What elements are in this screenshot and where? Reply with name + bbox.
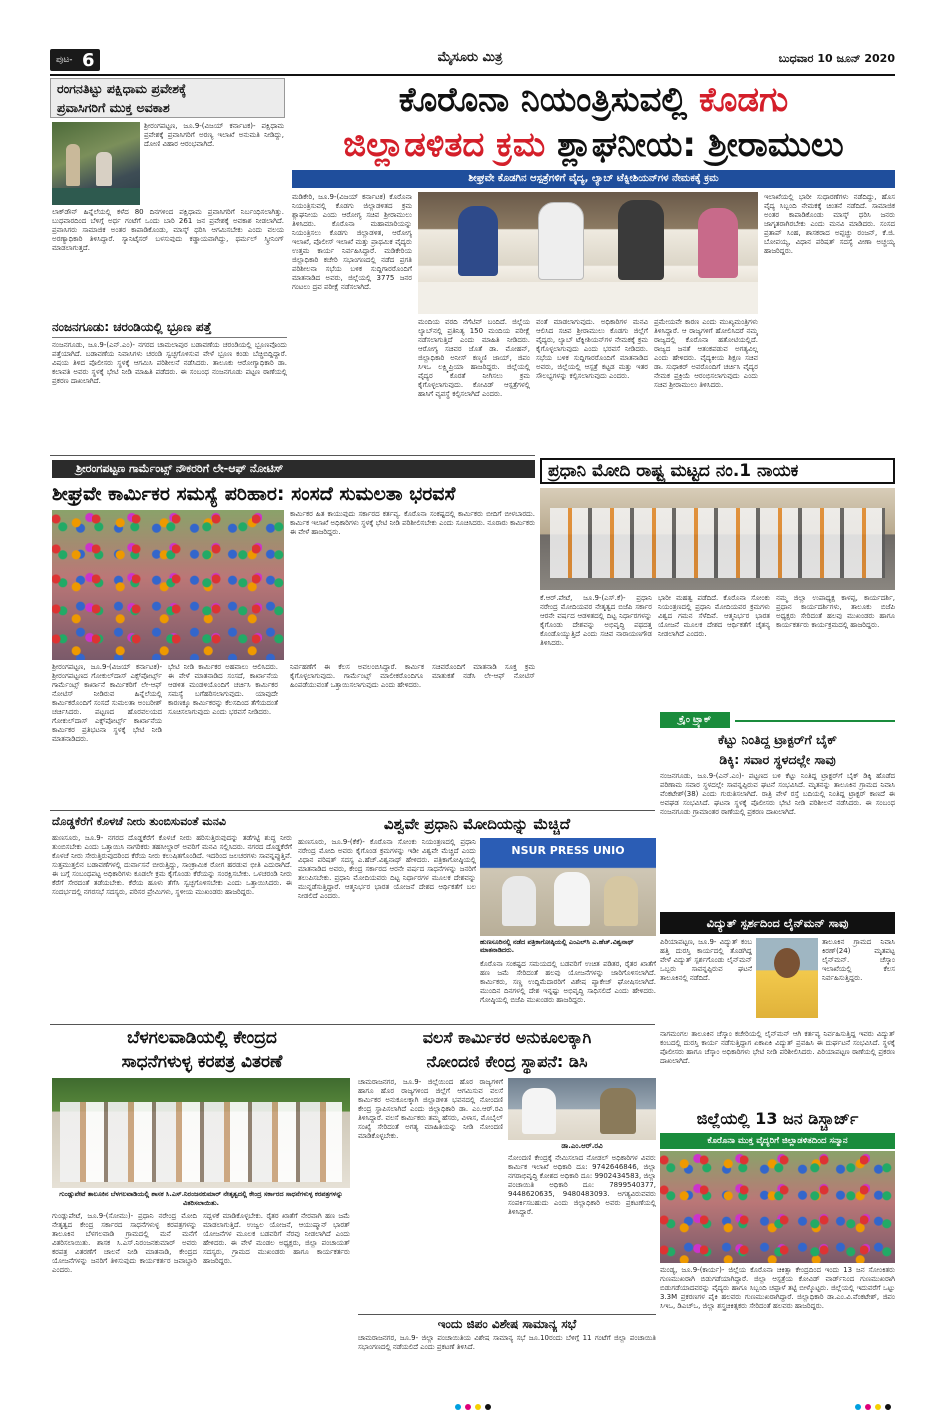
- migrant-col-2: ನೋಂದಣಿ ಕೇಂದ್ರಕ್ಕೆ ನೇಮಿಸಲಾದ ನೋಡಲ್ ಅಧಿಕಾರಿಗಳ ವಿವರ: ಕಾರ್ಮಿಕ ಇಲಾಖೆ ಅಧಿಕಾರಿ ದೂ: 9742646846, ಜಿಲ್ಲಾ ನಗರಾಭಿವೃದ್ಧಿ ಕೋಶದ ಅಧಿಕಾರಿ ದೂ: 9902434583, ಜಿಲ್ಲಾ ಪಂಚಾಯಿತಿ ಅಧಿಕಾರಿ ದೂ: 7899540377, 9448620635, 9480483093. ಅಗತ್ಯವಿರುವವರು ಸಂಪರ್ಕಿಸಬಹುದು ಎಂದು ಜಿಲ್ಲಾಧಿಕಾರಿ ಅವರು ಪ್ರಕಟಣೆಯಲ್ಲಿ ತಿಳಿಸಿದ್ದಾರೆ.: [508, 1154, 656, 1216]
- registration-mark-cyan-2: [855, 1404, 861, 1410]
- bird-text-bottom: ಲಾಕ್‌ಡೌನ್ ಹಿನ್ನೆಲೆಯಲ್ಲಿ ಕಳೆದ 80 ದಿನಗಳಿಂದ ಪಕ್ಷಿಧಾಮ ಪ್ರವಾಸಿಗರಿಗೆ ನಿರ್ಬಂಧಿಸಲಾಗಿತ್ತು. ಬುಧವಾರದಿಂದ ಬೆಳಿಗ್ಗೆ ಅರ್ಧ ಗಂಟೆಗೆ ಒಂದು ಬಾರಿ 261 ಜನ ಪ್ರವೇಶಕ್ಕೆ ಅವಕಾಶ ನೀಡಲಾಗಿದೆ. ಪ್ರವಾಸಿಗರು ಸಾಮಾಜಿಕ ಅಂತರ ಕಾಪಾಡಿಕೊಂಡು, ಮಾಸ್ಕ್ ಧರಿಸಿ ಆಗಮಿಸಬೇಕು ಎಂದು ವಲಯ ಅರಣ್ಯಾಧಿಕಾರಿ ತಿಳಿಸಿದ್ದಾರೆ. ಸ್ಯಾನಿಟೈಸರ್ ಬಳಸುವುದು ಕಡ್ಡಾಯವಾಗಿದ್ದು, ಥರ್ಮಲ್ ಸ್ಕ್ರೀನಿಂಗ್ ಮಾಡಲಾಗುತ್ತದೆ.: [52, 208, 284, 252]
- crime-headline-line2: ಡಿಕ್ಕಿ: ಸವಾರ ಸ್ಥಳದಲ್ಲೇ ಸಾವು: [719, 752, 836, 767]
- section-rule-1: [50, 455, 535, 456]
- lead-headline-part2: ಶ್ಲಾಘನೀಯ: ಶ್ರೀರಾಮುಲು: [545, 125, 844, 165]
- pamphlet-photo-people: [60, 1102, 342, 1182]
- lead-subhead: ಶೀಘ್ರವೇ ಕೊಡಗಿನ ಆಸ್ಪತ್ರೆಗಳಿಗೆ ವೈದ್ಯ, ಲ್ಯಾಬ್ ಟೆಕ್ನೀಶಿಯನ್‌ಗಳ ನೇಮಕಕ್ಕೆ ಕ್ರಮ: [292, 170, 895, 188]
- bird-headline: [50, 78, 285, 118]
- lead-headline-highlight2: ಜಿಲ್ಲಾಡಳಿತದ ಕ್ರಮ: [343, 125, 546, 165]
- migrant-headline: [358, 1026, 656, 1074]
- registration-mark-magenta-2: [865, 1404, 871, 1410]
- crime-headline: [660, 730, 895, 770]
- pamphlet-col-1: ಗುಂಡ್ಲುಪೇಟೆ, ಜೂ.9-(ಸೋಮು)- ಪ್ರಧಾನಿ ನರೇಂದ್ರ ಮೋದಿ ನೇತೃತ್ವದ ಕೇಂದ್ರ ಸರ್ಕಾರದ ಸಾಧನೆಗಳುಳ್ಳ ಕರಪತ್ರಗಳನ್ನು ತಾಲೂಕಿನ ಬೆಳಗಲವಾಡಿ ಗ್ರಾಮದಲ್ಲಿ ಮನೆ ಮನೆಗೆ ವಿತರಿಸಲಾಯಿತು. ಶಾಸಕ ಸಿ.ಎಸ್.ನಿರಂಜನಕುಮಾರ್ ಅವರು ಕರಪತ್ರ ವಿತರಣೆಗೆ ಚಾಲನೆ ನೀಡಿ ಮಾತನಾಡಿ, ಕೇಂದ್ರದ ಯೋಜನೆಗಳನ್ನು ಜನರಿಗೆ ತಿಳಿಸುವುದು ಕಾರ್ಯಕರ್ತರ ಜವಾಬ್ದಾರಿ ಎಂದರು.: [52, 1212, 197, 1274]
- lead-col-1: ಮಡಿಕೇರಿ, ಜೂ.9-(ವಿಜಯ್ ಕರ್ನಾಟಕ) ಕೊರೊನಾ ನಿಯಂತ್ರಿಸುವಲ್ಲಿ ಕೊಡಗು ಜಿಲ್ಲಾಡಳಿತದ ಕ್ರಮ ಶ್ಲಾಘನೀಯ ಎಂದು ಆರೋಗ್ಯ ಸಚಿವ ಶ್ರೀರಾಮುಲು ತಿಳಿಸಿದರು. ಕೊರೊನಾ ಮಹಾಮಾರಿಯನ್ನು ನಿಯಂತ್ರಿಸಲು ಕೊಡಗು ಜಿಲ್ಲಾಡಳಿತ, ಆರೋಗ್ಯ ಇಲಾಖೆ, ಪೊಲೀಸ್ ಇಲಾಖೆ ಮತ್ತು ಪ್ರಾಥಮಿಕ ವೈದ್ಯರು ಉತ್ತಮ ಕಾರ್ಯ ನಿರ್ವಹಿಸಿದ್ದಾರೆ. ಮಡಿಕೇರಿಯ ಜಿಲ್ಲಾಧಿಕಾರಿ ಕಚೇರಿ ಸಭಾಂಗಣದಲ್ಲಿ ನಡೆದ ಪ್ರಗತಿ ಪರಿಶೀಲನಾ ಸಭೆಯ ಬಳಿಕ ಸುದ್ದಿಗಾರರೊಂದಿಗೆ ಮಾತನಾಡಿದ ಅವರು, ಜಿಲ್ಲೆಯಲ್ಲಿ 3775 ಜನರ ಗಂಟಲು ದ್ರವ ಪರೀಕ್ಷೆ ನಡೆಸಲಾಗಿದೆ.: [292, 193, 412, 291]
- migrant-headline-line2: ನೋಂದಣಿ ಕೇಂದ್ರ ಸ್ಥಾಪನೆ: ಡಿಸಿ: [426, 1052, 588, 1071]
- pamphlet-headline: [52, 1026, 352, 1074]
- world-headline: ವಿಶ್ವವೇ ಪ್ರಧಾನಿ ಮೋದಿಯನ್ನು ಮೆಚ್ಚಿದೆ: [383, 815, 571, 833]
- world-photo-person-1: [502, 876, 536, 926]
- section-rule-3: [50, 1024, 655, 1025]
- pamphlet-caption: ಗುಂಡ್ಲುಪೇಟೆ ತಾಲೂಕಿನ ಬೆಳಗಲವಾಡಿಯಲ್ಲಿ ಶಾಸಕ ಸಿ.ಎಸ್.ನಿರಂಜನಕುಮಾರ್ ನೇತೃತ್ವದಲ್ಲಿ ಕೇಂದ್ರ ಸರ್ಕಾರದ ಸಾಧನೆಗಳುಳ್ಳ ಕರಪತ್ರಗಳನ್ನು ವಿತರಿಸಲಾಯಿತು.: [59, 1190, 343, 1207]
- migrant-headline-line1: ವಲಸೆ ಕಾರ್ಮಿಕರ ಅನುಕೂಲಕ್ಕಾಗಿ: [422, 1028, 592, 1047]
- lead-headline-highlight1: ಕೊಡಗು: [698, 80, 789, 120]
- pamphlet-col-2: ಸದ್ಬಳಕೆ ಮಾಡಿಕೊಳ್ಳಬೇಕು. ರೈತರ ಖಾತೆಗೆ ನೇರವಾಗಿ ಹಣ ಜಮೆ ಮಾಡಲಾಗುತ್ತಿದೆ. ಉಜ್ವಲ ಯೋಜನೆ, ಆಯುಷ್ಮಾನ್ ಭಾರತ್ ಯೋಜನೆಗಳ ಮೂಲಕ ಬಡವರಿಗೆ ನೆರವು ನೀಡಲಾಗಿದೆ ಎಂದು ಹೇಳಿದರು. ಈ ವೇಳೆ ಮಂಡಲ ಅಧ್ಯಕ್ಷರು, ಜಿಲ್ಲಾ ಪಂಚಾಯತ್ ಸದಸ್ಯರು, ಗ್ರಾಮದ ಮುಖಂಡರು ಹಾಗೂ ಕಾರ್ಯಕರ್ತರು ಹಾಜರಿದ್ದರು.: [203, 1212, 350, 1265]
- foeticide-headline: ನಂಜನಗೂಡು: ಚರಂಡಿಯಲ್ಲಿ ಭ್ರೂಣ ಪತ್ತೆ: [52, 320, 287, 338]
- discharge-text: ಮಂಡ್ಯ, ಜೂ.9-(ಕಾರ್ಯ)- ಜಿಲ್ಲೆಯ ಕೊರೊನಾ ಚಿಕಿತ್ಸಾ ಕೇಂದ್ರದಿಂದ ಇಂದು 13 ಜನ ಸೋಂಕಿತರು ಗುಣಮುಖರಾಗಿ ಬಿಡುಗಡೆಯಾಗಿದ್ದಾರೆ. ಜಿಲ್ಲಾ ಆಸ್ಪತ್ರೆಯ ಕೋವಿಡ್ ವಾರ್ಡ್‌ನಿಂದ ಗುಣಮುಖರಾಗಿ ಬಿಡುಗಡೆಯಾದವರನ್ನು ವೈದ್ಯರು ಹಾಗೂ ಸಿಬ್ಬಂದಿ ಚಪ್ಪಾಳೆ ತಟ್ಟಿ ಬೀಳ್ಕೊಟ್ಟರು. ಜಿಲ್ಲೆಯಲ್ಲಿ ಇದುವರೆಗೆ ಒಟ್ಟು 3.3M ಪ್ರಕರಣಗಳ ಪೈಕಿ ಹಲವರು ಗುಣಮುಖರಾಗಿದ್ದಾರೆ. ಜಿಲ್ಲಾಧಿಕಾರಿ ಡಾ.ಎಂ.ವಿ.ವೆಂಕಟೇಶ್, ಜಿಪಂ ಸಿಇಒ, ಡಿಎಚ್‌ಒ, ಜಿಲ್ಲಾ ಶಸ್ತ್ರಚಿಕಿತ್ಸಕರು ಸೇರಿದಂತೆ ಹಲವರು ಹಾಜರಿದ್ದರು.: [660, 1266, 895, 1310]
- paper-name: ಮೈಸೂರು ಮಿತ್ರ: [437, 50, 503, 65]
- world-photo-person-3: [604, 876, 638, 926]
- page-number: 6: [82, 50, 95, 71]
- world-photo-banner: NSUR PRESS UNIO: [511, 844, 625, 857]
- lineman-text-bottom: ನಾಗಮಂಗಲ ತಾಲೂಕಿನ ಚೆಸ್ಕಾಂ ಕಚೇರಿಯಲ್ಲಿ ಲೈನ್‌ಮನ್ ಆಗಿ ಕರ್ತವ್ಯ ನಿರ್ವಹಿಸುತ್ತಿದ್ದ ಇವರು ವಿದ್ಯುತ್ ಕಂಬದಲ್ಲಿ ದುರಸ್ತಿ ಕಾರ್ಯ ನಡೆಸುತ್ತಿದ್ದಾಗ ಏಕಾಏಕಿ ವಿದ್ಯುತ್ ಪ್ರವಹಿಸಿ ಈ ದುರ್ಘಟನೆ ಸಂಭವಿಸಿದೆ. ಸ್ಥಳಕ್ಕೆ ಪೊಲೀಸರು ಹಾಗೂ ಚೆಸ್ಕಾಂ ಅಧಿಕಾರಿಗಳು ಭೇಟಿ ನೀಡಿ ಪರಿಶೀಲಿಸಿದರು. ಪಿರಿಯಾಪಟ್ಟಣ ಠಾಣೆಯಲ್ಲಿ ಪ್ರಕರಣ ದಾಖಲಾಗಿದೆ.: [660, 1030, 895, 1065]
- bird-photo-boat: [52, 188, 140, 205]
- registration-mark-yellow: [475, 1404, 481, 1410]
- section-rule-2: [50, 810, 655, 811]
- masthead-rule: [50, 74, 895, 76]
- lead-photo-person-2: [538, 202, 584, 280]
- garment-col-3: ಭೇಟಿ ನೀಡಿ ಕಾರ್ಮಿಕರ ಅಹವಾಲು ಆಲಿಸಿದರು. ಈ ವೇಳೆ ಮಾತನಾಡಿದ ಸಂಸದೆ, ಕಾರ್ಖಾನೆಯ ಆಡಳಿತ ಮಂಡಳಿಯೊಂದಿಗೆ ಚರ್ಚಿಸಿ ಕಾರ್ಮಿಕರ ಸಮಸ್ಯೆ ಬಗೆಹರಿಸಲಾಗುವುದು. ಯಾವುದೇ ಕಾರಣಕ್ಕೂ ಕಾರ್ಮಿಕರನ್ನು ಕೆಲಸದಿಂದ ತೆಗೆಯದಂತೆ ಸೂಚಿಸಲಾಗುವುದು ಎಂದು ಭರವಸೆ ನೀಡಿದರು.: [168, 663, 278, 716]
- bird-photo: [52, 122, 140, 205]
- lineman-photo: [756, 938, 818, 1018]
- discharge-photo: [660, 1151, 895, 1263]
- lead-photo: [418, 192, 758, 314]
- bird-photo-person-1: [66, 144, 80, 186]
- garment-col-1: ಶ್ರೀರಂಗಪಟ್ಟಣ, ಜೂ.9-(ವಿಜಯ್ ಕರ್ನಾಟಕ)- ಶ್ರೀರಂಗಪಟ್ಟಣದ ಗೋಕುಲ್‌ದಾಸ್ ಎಕ್ಸ್‌ಪೋರ್ಟ್ಸ್ ಗಾರ್ಮೆಂಟ್ಸ್ ಕಾರ್ಖಾನೆ ಕಾರ್ಮಿಕರಿಗೆ ಲೇ-ಆಫ್ ನೋಟಿಸ್ ನೀಡಿರುವ ಹಿನ್ನೆಲೆಯಲ್ಲಿ ಕಾರ್ಮಿಕರೊಂದಿಗೆ ಸಂಸದೆ ಸುಮಲತಾ ಅಂಬರೀಶ್ ಚರ್ಚಿಸಿದರು. ಪಟ್ಟಣದ ಹೊರವಲಯದ ಗೋಕುಲ್‌ದಾಸ್ ಎಕ್ಸ್‌ಪೋರ್ಟ್ಸ್ ಕಾರ್ಖಾನೆಯ ಕಾರ್ಮಿಕರ ಪ್ರತಿಭಟನಾ ಸ್ಥಳಕ್ಕೆ ಭೇಟಿ ನೀಡಿ ಮಾತನಾಡಿದರು.: [52, 663, 162, 743]
- modi-col-2: ಭಾರೀ ಮಹತ್ವ ಪಡೆದಿದೆ. ಕೊರೊನಾ ಸೋಂಕು ನಿಯಂತ್ರಣದಲ್ಲಿ ಪ್ರಧಾನಿ ಮೋದಿಯವರ ಕ್ರಮಗಳು ವಿಶ್ವದ ಗಮನ ಸೆಳೆದಿವೆ. ಆತ್ಮನಿರ್ಭರ ಭಾರತ ಯೋಜನೆ ಮೂಲಕ ದೇಶದ ಆರ್ಥಿಕತೆಗೆ ಚೈತನ್ಯ ನೀಡಲಾಗಿದೆ ಎಂದರು.: [658, 594, 770, 638]
- pamphlet-headline-line1: ಬೆಳಗಲವಾಡಿಯಲ್ಲಿ ಕೇಂದ್ರದ: [127, 1028, 277, 1048]
- registration-mark-black-2: [885, 1404, 891, 1410]
- migrant-photo-caption: ಡಾ.ಎಂ.ಆರ್.ರವಿ: [561, 1142, 603, 1150]
- lineman-headline: ವಿದ್ಯುತ್ ಸ್ಪರ್ಶದಿಂದ ಲೈನ್‌ಮನ್ ಸಾವು: [660, 912, 895, 934]
- lead-col-5: ಇಲಾಖೆಯಲ್ಲಿ ಭಾರೀ ಸುಧಾರಣೆಗಳು ನಡೆದಿದ್ದು, ಹೊಸ ವೈದ್ಯ ಸಿಬ್ಬಂದಿ ನೇಮಕಕ್ಕೆ ಚಿಂತನೆ ನಡೆದಿದೆ. ಸಾಮಾಜಿಕ ಅಂತರ ಕಾಪಾಡಿಕೊಂಡು ಮಾಸ್ಕ್ ಧರಿಸಿ ಜನರು ಜಾಗೃತರಾಗಿರಬೇಕು ಎಂದು ಮನವಿ ಮಾಡಿದರು. ಸಂಸದ ಪ್ರತಾಪ್ ಸಿಂಹ, ಶಾಸಕರಾದ ಅಪ್ಪಚ್ಚು ರಂಜನ್, ಕೆ.ಜಿ. ಬೋಪಯ್ಯ, ವಿಧಾನ ಪರಿಷತ್ ಸದಸ್ಯೆ ವೀಣಾ ಅಚ್ಚಯ್ಯ ಹಾಜರಿದ್ದರು.: [764, 193, 895, 255]
- discharge-headline: ಜಿಲ್ಲೆಯಲ್ಲಿ 13 ಜನ ಡಿಸ್ಚಾರ್ಜ್: [696, 1109, 859, 1128]
- lead-photo-person-1: [458, 206, 498, 276]
- registration-mark-magenta: [465, 1404, 471, 1410]
- modi-col-3: ನಮ್ಮ ಜಿಲ್ಲಾ ಉಪಾಧ್ಯಕ್ಷ ಕಾಳಪ್ಪ, ಕಾರ್ಯದರ್ಶಿ, ಪ್ರಧಾನ ಕಾರ್ಯದರ್ಶಿಗಳು, ತಾಲೂಕು ಬಿಜೆಪಿ ಅಧ್ಯಕ್ಷರು ಸೇರಿದಂತೆ ಹಲವು ಮುಖಂಡರು ಹಾಗೂ ಕಾರ್ಯಕರ್ತರು ಕಾರ್ಯಕ್ರಮದಲ್ಲಿ ಹಾಜರಿದ್ದರು.: [776, 594, 895, 629]
- water-text: ಹುಣಸೂರು, ಜೂ.9- ನಗರದ ದೊಡ್ಡಕೆರೆಗೆ ಕೊಳಚೆ ನೀರು ಹರಿಸುತ್ತಿರುವುದನ್ನು ತಡೆಗಟ್ಟಿ ಶುದ್ಧ ನೀರು ತುಂಬಿಸಬೇಕು ಎಂದು ಒತ್ತಾಯಿಸಿ ನಾಗರಿಕರು ತಹಸೀಲ್ದಾರ್ ಅವರಿಗೆ ಮನವಿ ಸಲ್ಲಿಸಿದರು. ನಗರದ ದೊಡ್ಡಕೆರೆಗೆ ಕೊಳಚೆ ನೀರು ಸೇರುತ್ತಿರುವುದರಿಂದ ಕೆರೆಯ ನೀರು ಕಲುಷಿತಗೊಂಡಿದೆ. ಇದರಿಂದ ಜಲಚರಗಳು ಸಾವನ್ನಪ್ಪುತ್ತಿವೆ. ಸುತ್ತಮುತ್ತಲಿನ ಬಡಾವಣೆಗಳಲ್ಲಿ ದುರ್ವಾಸನೆ ಬೀರುತ್ತಿದ್ದು, ಸಾಂಕ್ರಾಮಿಕ ರೋಗ ಹರಡುವ ಭೀತಿ ಎದುರಾಗಿದೆ. ಈ ಬಗ್ಗೆ ಸಂಬಂಧಪಟ್ಟ ಅಧಿಕಾರಿಗಳು ಕೂಡಲೇ ಕ್ರಮ ಕೈಗೊಂಡು ಕೆರೆಯನ್ನು ಸಂರಕ್ಷಿಸಬೇಕು. ಒಳಚರಂಡಿ ನೀರು ಕೆರೆಗೆ ಸೇರದಂತೆ ತಡೆಯಬೇಕು. ಕೆರೆಯ ಹೂಳು ತೆಗೆಸಿ ಸ್ವಚ್ಛಗೊಳಿಸಬೇಕು ಎಂದು ಒತ್ತಾಯಿಸಿದರು. ಈ ಸಂದರ್ಭದಲ್ಲಿ ನಗರಸಭೆ ಸದಸ್ಯರು, ಪರಿಸರ ಪ್ರೇಮಿಗಳು, ಸ್ಥಳೀಯ ಮುಖಂಡರು ಹಾಜರಿದ್ದರು.: [52, 834, 292, 896]
- modi-headline: ಪ್ರಧಾನಿ ಮೋದಿ ರಾಷ್ಟ್ರ ಮಟ್ಟದ ನಂ.1 ನಾಯಕ: [540, 458, 895, 484]
- lineman-text-right: ತಾಲೂಕಿನ ಗ್ರಾಮದ ನಿವಾಸಿ ಕಿರಣ್(24) ಮೃತಪಟ್ಟ ಲೈನ್‌ಮನ್. ಚೆಸ್ಕಾಂ ಇಲಾಖೆಯಲ್ಲಿ ಕೆಲಸ ನಿರ್ವಹಿಸುತ್ತಿದ್ದರು.: [822, 938, 895, 982]
- migrant-photo-person-1: [522, 1088, 556, 1134]
- zp-headline: ಇಂದು ಜಿಪಂ ವಿಶೇಷ ಸಾಮಾನ್ಯ ಸಭೆ: [358, 1314, 656, 1332]
- foeticide-text: ನಂಜನಗೂಡು, ಜೂ.9-(ಎನ್.ಎಂ)- ನಗರದ ಚಾಮಲಾಪುರ ಬಡಾವಣೆಯ ಚರಂಡಿಯಲ್ಲಿ ಭ್ರೂಣವೊಂದು ಪತ್ತೆಯಾಗಿದೆ. ಬಡಾವಣೆಯ ನಿವಾಸಿಗಳು ಚರಂಡಿ ಸ್ವಚ್ಛಗೊಳಿಸುವ ವೇಳೆ ಭ್ರೂಣ ಕಂಡು ಬೆಚ್ಚಿಬಿದ್ದಿದ್ದಾರೆ. ವಿಷಯ ತಿಳಿದ ಪೊಲೀಸರು ಸ್ಥಳಕ್ಕೆ ಆಗಮಿಸಿ ಪರಿಶೀಲನೆ ನಡೆಸಿದರು. ತಾಲೂಕು ಆರೋಗ್ಯಾಧಿಕಾರಿ ಡಾ. ಕಲಾವತಿ ಅವರು ಸ್ಥಳಕ್ಕೆ ಭೇಟಿ ನೀಡಿ ಮಾಹಿತಿ ಪಡೆದರು. ಈ ಸಂಬಂಧ ನಂಜನಗೂಡು ಪಟ್ಟಣ ಠಾಣೆಯಲ್ಲಿ ಪ್ರಕರಣ ದಾಖಲಾಗಿದೆ.: [52, 341, 287, 385]
- lineman-photo-face: [774, 948, 800, 978]
- zp-text: ಚಾಮರಾಜನಗರ, ಜೂ.9- ಜಿಲ್ಲಾ ಪಂಚಾಯಿತಿಯ ವಿಶೇಷ ಸಾಮಾನ್ಯ ಸಭೆ ಜೂ.10ರಂದು ಬೆಳಿಗ್ಗೆ 11 ಗಂಟೆಗೆ ಜಿಲ್ಲಾ ಪಂಚಾಯಿತಿ ಸಭಾಂಗಣದಲ್ಲಿ ನಡೆಯಲಿದೆ ಎಂದು ಪ್ರಕಟಣೆ ತಿಳಿಸಿದೆ.: [358, 1334, 656, 1351]
- lead-col-2: ಮಂದಿಯ ವರದಿ ನೆಗೆಟಿವ್ ಬಂದಿದೆ. ಜಿಲ್ಲೆಯ ಲ್ಯಾಬ್‌ನಲ್ಲಿ ಪ್ರತಿನಿತ್ಯ 150 ಮಂದಿಯ ಪರೀಕ್ಷೆ ನಡೆಸಲಾಗುತ್ತಿದೆ ಎಂದು ಮಾಹಿತಿ ನೀಡಿದರು. ಆರೋಗ್ಯ ಸಚಿವರ ಜೊತೆ ಡಾ. ಮೋಹನ್, ಜಿಲ್ಲಾಧಿಕಾರಿ ಅನೀಸ್ ಕಣ್ಮಣಿ ಜಾಯ್, ಜಿಪಂ ಸಿಇಒ ಲಕ್ಷ್ಮಿಪ್ರಿಯಾ ಹಾಜರಿದ್ದರು. ಜಿಲ್ಲೆಯಲ್ಲಿ ವೈದ್ಯರ ಕೊರತೆ ನೀಗಿಸಲು ಕ್ರಮ ಕೈಗೊಳ್ಳಲಾಗುವುದು. ಕೋವಿಡ್ ಆಸ್ಪತ್ರೆಗಳಲ್ಲಿ ಹಾಸಿಗೆ ವ್ಯವಸ್ಥೆ ಕಲ್ಪಿಸಲಾಗಿದೆ ಎಂದರು.: [418, 318, 530, 398]
- world-text-right: ಕೊರೊನಾ ಸಂಕಷ್ಟದ ಸಮಯದಲ್ಲಿ ಬಡವರಿಗೆ ಉಚಿತ ಪಡಿತರ, ರೈತರ ಖಾತೆಗೆ ಹಣ ಜಮೆ ಸೇರಿದಂತೆ ಹಲವು ಯೋಜನೆಗಳನ್ನು ಜಾರಿಗೊಳಿಸಲಾಗಿದೆ. ಕಾರ್ಮಿಕರು, ಸಣ್ಣ ಉದ್ದಿಮೆದಾರರಿಗೆ ವಿಶೇಷ ಪ್ಯಾಕೇಜ್ ಘೋಷಿಸಲಾಗಿದೆ. ಮುಂದಿನ ದಿನಗಳಲ್ಲಿ ದೇಶ ಇನ್ನಷ್ಟು ಅಭಿವೃದ್ಧಿ ಸಾಧಿಸಲಿದೆ ಎಂದು ಹೇಳಿದರು. ಗೋಷ್ಠಿಯಲ್ಲಿ ಬಿಜೆಪಿ ಮುಖಂಡರು ಹಾಜರಿದ್ದರು.: [480, 960, 656, 1004]
- garment-photo: [52, 510, 284, 660]
- bird-text-top: ಶ್ರೀರಂಗಪಟ್ಟಣ, ಜೂ.9-(ವಿಜಯ್ ಕರ್ನಾಟಕ)- ಪಕ್ಷಿಧಾಮ ಪ್ರವೇಶಕ್ಕೆ ಪ್ರವಾಸಿಗರಿಗೆ ಅರಣ್ಯ ಇಲಾಖೆ ಅನುಮತಿ ನೀಡಿದ್ದು, ದೋಣಿ ವಿಹಾರ ಆರಂಭವಾಗಿದೆ.: [144, 122, 284, 148]
- world-photo-person-2: [554, 872, 590, 926]
- crime-headline-line1: ಕೆಟ್ಟು ನಿಂತಿದ್ದ ಟ್ರಾಕ್ಟರ್‌ಗೆ ಬೈಕ್: [718, 732, 837, 747]
- crime-label: ಕ್ರೈಂ ಟ್ರ್ಯಾಕ್: [660, 712, 730, 728]
- lead-headline-part1: ಕೊರೊನಾ ನಿಯಂತ್ರಿಸುವಲ್ಲಿ: [398, 80, 699, 120]
- lead-headline: [292, 78, 895, 170]
- modi-col-1: ಕೆ.ಆರ್.ಪೇಟೆ, ಜೂ.9-(ಎಸ್.ಕೆ)- ಪ್ರಧಾನಿ ನರೇಂದ್ರ ಮೋದಿಯವರ ನೇತೃತ್ವದ ಬಿಜೆಪಿ ಸರ್ಕಾರ ಆರನೇ ವರ್ಷದ ಆಡಳಿತದಲ್ಲಿ ದಿಟ್ಟ ನಿರ್ಧಾರಗಳನ್ನು ಕೈಗೊಂಡು ದೇಶವನ್ನು ಅಭಿವೃದ್ಧಿ ಪಥದತ್ತ ಕೊಂಡೊಯ್ಯುತ್ತಿದೆ ಎಂದು ಸಚಿವ ನಾರಾಯಣಗೌಡ ತಿಳಿಸಿದರು.: [540, 594, 652, 647]
- lead-photo-table: [418, 282, 758, 314]
- page-number-badge: [50, 49, 100, 71]
- lead-col-3: ವಂತೆ ಮಾಡಲಾಗುವುದು. ಅಧಿಕಾರಿಗಳ ಮನವಿ ಆಲಿಸಿದ ಸಚಿವ ಶ್ರೀರಾಮುಲು ಕೊಡಗು ಜಿಲ್ಲೆಗೆ ವೈದ್ಯರು, ಲ್ಯಾಬ್ ಟೆಕ್ನೀಶಿಯನ್‌ಗಳ ನೇಮಕಕ್ಕೆ ಕ್ರಮ ಕೈಗೊಳ್ಳಲಾಗುವುದು ಎಂದು ಭರವಸೆ ನೀಡಿದರು. ಸಭೆಯ ಬಳಿಕ ಸುದ್ದಿಗಾರರೊಂದಿಗೆ ಮಾತನಾಡಿದ ಅವರು, ಜಿಲ್ಲೆಯಲ್ಲಿ ಆಸ್ಪತ್ರೆ ಕಟ್ಟಡ ಮತ್ತು ಇತರ ಸೌಲಭ್ಯಗಳನ್ನು ಕಲ್ಪಿಸಲಾಗುವುದು ಎಂದರು.: [536, 318, 648, 380]
- world-photo: [480, 838, 656, 936]
- world-photo-caption: ಹುಣಸೂರಿನಲ್ಲಿ ನಡೆದ ಪತ್ರಿಕಾಗೋಷ್ಠಿಯಲ್ಲಿ ಎಂಎಲ್‌ಸಿ ಎ.ಹೆಚ್.ವಿಶ್ವನಾಥ್ ಮಾತನಾಡಿದರು.: [480, 938, 634, 954]
- registration-mark-yellow-2: [875, 1404, 881, 1410]
- garment-col-2: ಕಾರ್ಮಿಕರ ಹಿತ ಕಾಯುವುದು ಸರ್ಕಾರದ ಕರ್ತವ್ಯ. ಕೊರೊನಾ ಸಂಕಷ್ಟದಲ್ಲಿ ಕಾರ್ಮಿಕರು ಬೀದಿಗೆ ಬೀಳಬಾರದು. ಕಾರ್ಮಿಕ ಇಲಾಖೆ ಅಧಿಕಾರಿಗಳು ಸ್ಥಳಕ್ಕೆ ಭೇಟಿ ನೀಡಿ ಪರಿಶೀಲಿಸಬೇಕು ಎಂದು ಸೂಚಿಸಿದರು. ನೂರಾರು ಕಾರ್ಮಿಕರು ಈ ವೇಳೆ ಹಾಜರಿದ್ದರು.: [290, 510, 535, 536]
- garment-kicker: ಶ್ರೀರಂಗಪಟ್ಟಣ ಗಾರ್ಮೆಂಟ್ಸ್ ನೌಕರರಿಗೆ ಲೇ-ಆಫ್ ನೋಟಿಸ್: [52, 460, 535, 478]
- migrant-col-1: ಚಾಮರಾಜನಗರ, ಜೂ.9- ಜಿಲ್ಲೆಯಿಂದ ಹೊರ ರಾಜ್ಯಗಳಿಗೆ ಹಾಗೂ ಹೊರ ರಾಜ್ಯಗಳಿಂದ ಜಿಲ್ಲೆಗೆ ಆಗಮಿಸುವ ವಲಸೆ ಕಾರ್ಮಿಕರ ಅನುಕೂಲಕ್ಕಾಗಿ ಜಿಲ್ಲಾಡಳಿತ ಭವನದಲ್ಲಿ ನೋಂದಣಿ ಕೇಂದ್ರ ಸ್ಥಾಪಿಸಲಾಗಿದೆ ಎಂದು ಜಿಲ್ಲಾಧಿಕಾರಿ ಡಾ. ಎಂ.ಆರ್.ರವಿ ತಿಳಿಸಿದ್ದಾರೆ. ವಲಸೆ ಕಾರ್ಮಿಕರು ತಮ್ಮ ಹೆಸರು, ವಿಳಾಸ, ಮೊಬೈಲ್ ಸಂಖ್ಯೆ ಸೇರಿದಂತೆ ಅಗತ್ಯ ಮಾಹಿತಿಯನ್ನು ನೀಡಿ ನೋಂದಣಿ ಮಾಡಿಕೊಳ್ಳಬೇಕು.: [358, 1078, 503, 1140]
- pamphlet-photo: [52, 1078, 350, 1188]
- bird-photo-person-2: [96, 152, 112, 186]
- modi-photo-group: [550, 508, 885, 578]
- crime-text: ನಂಜನಗೂಡು, ಜೂ.9-(ಎನ್.ಎಂ)- ಪಟ್ಟಣದ ಬಳಿ ಕೆಟ್ಟು ನಿಂತಿದ್ದ ಟ್ರಾಕ್ಟರ್‌ಗೆ ಬೈಕ್ ಡಿಕ್ಕಿ ಹೊಡೆದ ಪರಿಣಾಮ ಸವಾರ ಸ್ಥಳದಲ್ಲೇ ಸಾವನ್ನಪ್ಪಿರುವ ಘಟನೆ ಸಂಭವಿಸಿದೆ. ಮೃತನನ್ನು ತಾಲೂಕಿನ ಗ್ರಾಮದ ನಿವಾಸಿ ವೆಂಕಟೇಶ್(38) ಎಂದು ಗುರುತಿಸಲಾಗಿದೆ. ರಾತ್ರಿ ವೇಳೆ ರಸ್ತೆ ಬದಿಯಲ್ಲಿ ನಿಂತಿದ್ದ ಟ್ರಾಕ್ಟರ್ ಕಾಣದೆ ಈ ಅವಘಡ ಸಂಭವಿಸಿದೆ. ಘಟನಾ ಸ್ಥಳಕ್ಕೆ ಪೊಲೀಸರು ಭೇಟಿ ನೀಡಿ ಪರಿಶೀಲನೆ ನಡೆಸಿದರು. ಈ ಸಂಬಂಧ ನಂಜನಗೂಡು ಗ್ರಾಮಾಂತರ ಠಾಣೆಯಲ್ಲಿ ಪ್ರಕರಣ ದಾಖಲಾಗಿದೆ.: [660, 772, 895, 816]
- page-label: ಪುಟ-: [56, 55, 73, 65]
- world-text-left: ಹುಣಸೂರು, ಜೂ.9-(ಕೆಕೆ)- ಕೊರೊನಾ ಸೋಂಕು ನಿಯಂತ್ರಣದಲ್ಲಿ ಪ್ರಧಾನಿ ನರೇಂದ್ರ ಮೋದಿ ಅವರು ಕೈಗೊಂಡ ಕ್ರಮಗಳನ್ನು ಇಡೀ ವಿಶ್ವವೇ ಮೆಚ್ಚಿದೆ ಎಂದು ವಿಧಾನ ಪರಿಷತ್ ಸದಸ್ಯ ಎ.ಹೆಚ್.ವಿಶ್ವನಾಥ್ ಹೇಳಿದರು. ಪತ್ರಿಕಾಗೋಷ್ಠಿಯಲ್ಲಿ ಮಾತನಾಡಿದ ಅವರು, ಕೇಂದ್ರ ಸರ್ಕಾರದ ಆರನೇ ವರ್ಷದ ಸಾಧನೆಗಳನ್ನು ಜನರಿಗೆ ತಲುಪಿಸಬೇಕು. ಪ್ರಧಾನಿ ಮೋದಿಯವರು ದಿಟ್ಟ ನಿರ್ಧಾರಗಳ ಮೂಲಕ ದೇಶವನ್ನು ಮುನ್ನಡೆಸುತ್ತಿದ್ದಾರೆ. ಆತ್ಮನಿರ್ಭರ ಭಾರತ ಯೋಜನೆ ದೇಶದ ಆರ್ಥಿಕತೆಗೆ ಬಲ ನೀಡಲಿದೆ ಎಂದರು.: [298, 838, 476, 900]
- lead-photo-person-3: [618, 200, 664, 280]
- migrant-photo: [508, 1078, 656, 1140]
- bird-headline-line2: ಪ್ರವಾಸಿಗರಿಗೆ ಮುಕ್ತ ಅವಕಾಶ: [57, 100, 170, 115]
- registration-mark-cyan: [455, 1404, 461, 1410]
- registration-mark-black: [485, 1404, 491, 1410]
- garment-headline: ಶೀಘ್ರವೇ ಕಾರ್ಮಿಕರ ಸಮಸ್ಯೆ ಪರಿಹಾರ: ಸಂಸದೆ ಸುಮಲತಾ ಭರವಸೆ: [52, 483, 456, 505]
- water-headline: ದೊಡ್ಡಕೆರೆಗೆ ಕೊಳಚೆ ನೀರು ತುಂಬಿಸುವಂತೆ ಮನವಿ: [52, 815, 226, 828]
- crime-rule: [735, 720, 895, 722]
- pamphlet-headline-line2: ಸಾಧನೆಗಳುಳ್ಳ ಕರಪತ್ರ ವಿತರಣೆ: [121, 1052, 283, 1072]
- lineman-text-left: ಪಿರಿಯಾಪಟ್ಟಣ, ಜೂ.9- ವಿದ್ಯುತ್ ಕಂಬ ಹತ್ತಿ ದುರಸ್ತಿ ಕಾರ್ಯದಲ್ಲಿ ತೊಡಗಿದ್ದ ವೇಳೆ ವಿದ್ಯುತ್ ಸ್ಪರ್ಶಗೊಂಡು ಲೈನ್‌ಮನ್ ಒಬ್ಬರು ಸಾವನ್ನಪ್ಪಿರುವ ಘಟನೆ ತಾಲೂಕಿನಲ್ಲಿ ನಡೆದಿದೆ.: [660, 938, 752, 982]
- migrant-photo-person-2: [600, 1088, 636, 1134]
- discharge-subhead: ಕೊರೊನಾ ಮುಕ್ತ ವೈದ್ಯರಿಗೆ ಜಿಲ್ಲಾಡಳಿತದಿಂದ ಸನ್ಮಾನ: [660, 1133, 895, 1149]
- issue-date: ಬುಧವಾರ 10 ಜೂನ್ 2020: [778, 52, 895, 65]
- modi-photo: [540, 488, 895, 590]
- lead-col-4: ಪ್ರಮೇಯವೇ ಕಾರಣ ಎಂದು ಮುಖ್ಯಮಂತ್ರಿಗಳು ತಿಳಿಸಿದ್ದಾರೆ. ಆ ರಾಜ್ಯಗಳಿಗೆ ಹೋಲಿಸಿದರೆ ನಮ್ಮ ರಾಜ್ಯದಲ್ಲಿ ಕೊರೊನಾ ಹತೋಟಿಯಲ್ಲಿದೆ. ರಾಜ್ಯದ ಜನತೆ ಆತಂಕಪಡುವ ಅಗತ್ಯವಿಲ್ಲ ಎಂದು ಹೇಳಿದರು. ವೈದ್ಯಕೀಯ ಶಿಕ್ಷಣ ಸಚಿವ ಡಾ. ಸುಧಾಕರ್ ಅವರೊಂದಿಗೆ ಚರ್ಚಿಸಿ ವೈದ್ಯರ ನೇಮಕ ಪ್ರಕ್ರಿಯೆ ಆರಂಭಿಸಲಾಗುವುದು ಎಂದು ಸಚಿವ ಶ್ರೀರಾಮುಲು ತಿಳಿಸಿದರು.: [654, 318, 758, 389]
- garment-col-4: ನಿರ್ವಹಣೆಗೆ ಈ ಕೆಲಸ ಅವಲಂಬಿಸಿದ್ದಾರೆ. ಕಾರ್ಮಿಕ ಸಚಿವರೊಂದಿಗೆ ಮಾತನಾಡಿ ಸೂಕ್ತ ಕ್ರಮ ಕೈಗೊಳ್ಳಲಾಗುವುದು. ಗಾರ್ಮೆಂಟ್ಸ್ ಮಾಲೀಕರೊಂದಿಗೂ ಮಾತುಕತೆ ನಡೆಸಿ ಲೇ-ಆಫ್ ನೋಟಿಸ್ ಹಿಂಪಡೆಯುವಂತೆ ಒತ್ತಾಯಿಸಲಾಗುವುದು ಎಂದು ಹೇಳಿದರು.: [290, 663, 535, 689]
- bird-headline-line1: ರಂಗನತಿಟ್ಟು ಪಕ್ಷಿಧಾಮ ಪ್ರವೇಶಕ್ಕೆ: [57, 81, 187, 96]
- lead-photo-person-4: [698, 208, 738, 278]
